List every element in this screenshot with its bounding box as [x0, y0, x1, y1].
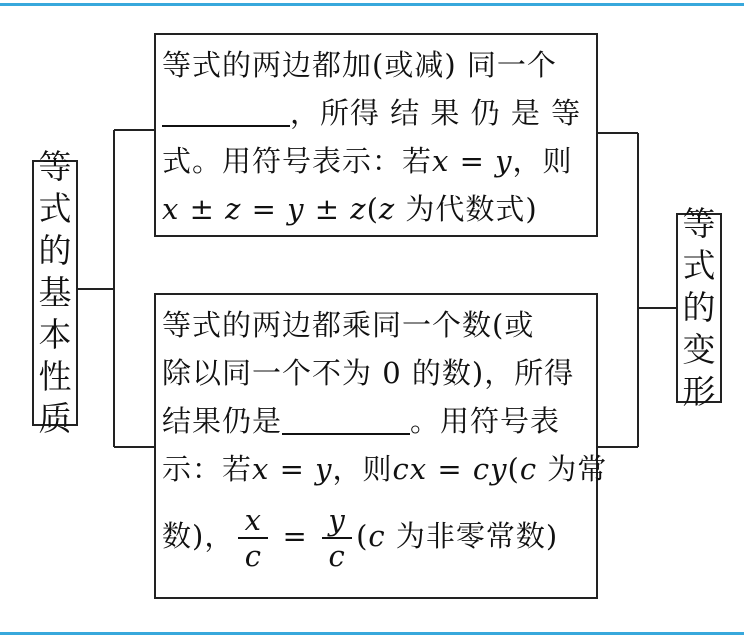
var-x: x: [252, 452, 270, 486]
plus-minus-sign: ±: [314, 192, 341, 226]
var-x: x: [162, 192, 180, 226]
prop2-line-2: 除以同一个不为 0 的数)，所得: [162, 356, 575, 390]
var-x: x: [432, 144, 450, 178]
open-paren: (: [507, 452, 520, 486]
equals-sign: =: [437, 452, 463, 486]
prop2-then: ，则: [332, 452, 393, 486]
var-c: c: [368, 519, 386, 553]
left-bracket: [78, 130, 154, 447]
answer-blank-1: [162, 95, 290, 127]
var-cy: cy: [472, 452, 508, 486]
left-label-char: 性: [38, 357, 72, 396]
fraction-x-over-c: [238, 503, 268, 573]
plus-minus-sign: ±: [189, 192, 215, 226]
property-addition-box: [154, 33, 598, 237]
left-label-char: 式: [38, 189, 72, 228]
var-cx: cx: [392, 452, 428, 486]
prop1-line-3: [162, 137, 596, 185]
prop2-line-5-text: 数)，: [162, 519, 235, 553]
right-label-char: 形: [682, 372, 716, 411]
left-label-char: 本: [38, 315, 72, 354]
left-label-char: 基: [38, 273, 72, 312]
prop2-line-5-tail: 为非零常数): [385, 519, 559, 553]
right-label-char: 变: [682, 330, 716, 369]
left-label-box: [32, 147, 78, 438]
prop1-line-4: [162, 185, 596, 233]
right-label-char: 的: [682, 288, 716, 327]
prop2-line-3-tail: 。用符号表: [410, 404, 561, 438]
property-multiplication-box: [154, 293, 608, 599]
prop2-line-1: 等式的两边都乘同一个数(或: [162, 308, 535, 342]
equals-sign: =: [459, 144, 485, 178]
var-z: z: [350, 192, 367, 226]
prop2-line-4-text: 示：若: [162, 452, 253, 486]
fraction-y-over-c: [322, 503, 352, 573]
equals-sign: =: [279, 452, 305, 486]
var-z: z: [378, 192, 396, 226]
fraction-denominator: c: [328, 539, 346, 573]
equals-sign: =: [251, 192, 277, 226]
prop1-line-2-text: ，所得 结 果 仍 是 等: [290, 96, 582, 130]
right-label-char: 式: [682, 246, 716, 285]
fraction-numerator: y: [328, 503, 346, 537]
prop1-then: ，则: [512, 144, 573, 178]
prop1-line-1: 等式的两边都加(或减) 同一个: [162, 48, 557, 82]
prop2-line-4: [162, 445, 608, 493]
var-y: y: [287, 192, 305, 226]
prop1-line-4-text: 为代数式): [395, 192, 538, 226]
prop2-line-3: [162, 397, 596, 445]
prop1-line-3-text: 式。用符号表示：若: [162, 144, 433, 178]
open-paren: (: [366, 192, 379, 226]
var-y: y: [315, 452, 333, 486]
var-y: y: [495, 144, 513, 178]
var-z: z: [225, 192, 242, 226]
left-label-char: 的: [38, 231, 72, 270]
open-paren: (: [356, 519, 369, 553]
prop1-line-2: [162, 89, 596, 137]
right-label-char: 等: [682, 204, 716, 243]
prop2-line-3-text: 结果仍是: [162, 404, 283, 438]
prop2-line-5: [162, 493, 596, 579]
left-label-char: 等: [38, 147, 72, 186]
var-c: c: [519, 452, 538, 486]
right-bracket: [598, 133, 676, 447]
answer-blank-2: [282, 403, 410, 435]
left-label-char: 质: [38, 399, 72, 438]
right-label-box: [676, 204, 722, 411]
fraction-denominator: c: [244, 539, 262, 573]
fraction-numerator: x: [244, 503, 262, 537]
prop2-line-4-tail: 为常: [537, 452, 608, 486]
equals-sign: =: [282, 519, 308, 553]
